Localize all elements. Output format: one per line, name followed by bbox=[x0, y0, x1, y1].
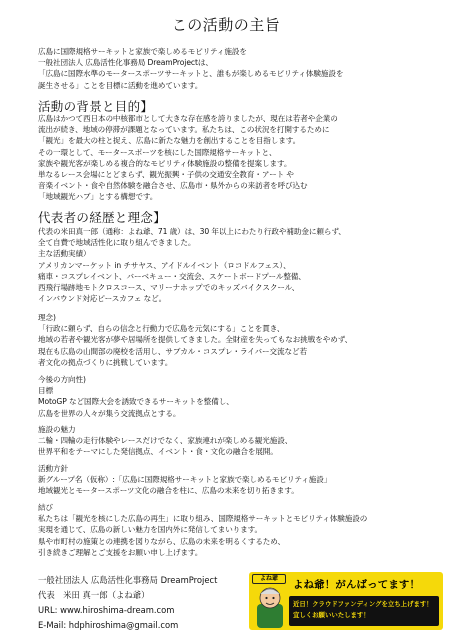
direction-label: 今後の方向性) bbox=[38, 375, 86, 384]
appeal-label: 施設の魅力 bbox=[38, 425, 76, 434]
policy-section bbox=[38, 463, 438, 497]
profile-line: 西飛行場跡地モトクロスコース、マリーナホップでのキッズバイクスクール、 bbox=[38, 283, 300, 293]
intro-line: 広島に国際規格サーキットと家族で楽しめるモビリティ施設を bbox=[38, 47, 247, 56]
banner-sub-line: 近日！クラウドファンディングを立ち上げます！ bbox=[293, 600, 433, 608]
conclusion-line: 引き続きご理解とご支援をお願い申し上げます。 bbox=[38, 547, 203, 557]
background-line: 広島はかつて西日本の中核都市として大きな存在感を誇りましたが、現在は若者や企業の bbox=[38, 114, 338, 123]
intro-line: 誕生させる」ことを目標に活動を進めています。 bbox=[38, 80, 203, 90]
conclusion-line: 実現を通じて、広島の新しい魅力を国内外に発信してまいります。 bbox=[38, 525, 263, 535]
appeal-line: 世界平和をテーマにした発信拠点、イベント・食・文化の融合を展開。 bbox=[38, 447, 278, 457]
banner-headline: よね爺！がんばってます！ bbox=[293, 579, 421, 591]
appeal-line: 二輪・四輪の走行体験やレースだけでなく、家族連れが楽しめる観光施設、 bbox=[38, 436, 293, 446]
direction-section bbox=[38, 374, 438, 419]
background-section bbox=[38, 113, 438, 203]
footer-contact bbox=[38, 573, 248, 633]
background-line: 「地域観光ハブ」とする構想です。 bbox=[38, 192, 158, 202]
philosophy-line: 「行政に頼らず、自らの信念と行動力で広島を元気にする」ことを貫き、 bbox=[38, 324, 285, 334]
profile-line: 主な活動実績） bbox=[38, 249, 91, 259]
background-heading: 活動の背景と目的】 bbox=[38, 99, 154, 114]
intro-line: 一般社団法人 広島活性化事務局 DreamProjectは、 bbox=[38, 58, 213, 68]
profile-line: アメリカンマーケット in チサヤス、アイドルイベント（ロコドルフェス）、 bbox=[38, 260, 291, 270]
profile-line: インバウンド対応ピースカフェ など。 bbox=[38, 294, 167, 304]
philosophy-line: 現在も広島の山間部の廃校を活用し、サブカル・コスプレ・ライバー交流など若 bbox=[38, 346, 308, 356]
philosophy-label: 理念) bbox=[38, 313, 56, 322]
profile-line: 代表の米田真一郎（通称：よね爺、71 歳）は、30 年以上にわたり行政や補助金に頼らず、 bbox=[38, 227, 346, 236]
profile-heading: 代表者の経歴と理念】 bbox=[38, 210, 167, 225]
goal-label: 目標 bbox=[38, 386, 53, 396]
mascot-name-tag: よね爺 bbox=[252, 574, 286, 584]
page-title: この活動の主旨 bbox=[171, 16, 281, 34]
footer-representative: 代表 米田 真一郎（よね爺） bbox=[38, 590, 150, 600]
profile-line: 全て自費で地域活性化に取り組んできました。 bbox=[38, 238, 196, 248]
background-line: 「観光」を最大の柱と捉え、広島に新たな魅力を創出することを目指します。 bbox=[38, 136, 301, 146]
conclusion-line: 私たちは「観光を核にした広島の再生」に取り組み、国際規格サーキットとモビリティ体験施設の bbox=[38, 514, 368, 524]
policy-line: 地域観光とモータースポーツ文化の融合を柱に、広島の未来を切り拓きます。 bbox=[38, 486, 299, 496]
background-line: 家族や観光客が楽しめる複合的なモビリティ体験施設の整備を提案します。 bbox=[38, 158, 292, 168]
footer-url[interactable]: URL: www.hiroshima-dream.com bbox=[38, 605, 175, 615]
banner-subtext-box bbox=[289, 596, 439, 626]
banner-sub-line: 宜しくお願いいたします！ bbox=[293, 611, 370, 619]
conclusion-label: 結び bbox=[38, 503, 53, 512]
direction-line: 広島を世界の人々が集う交流拠点とする。 bbox=[38, 408, 181, 418]
philosophy-line: 者文化の拠点づくりに挑戦しています。 bbox=[38, 357, 173, 367]
philosophy-line: 地域の若者や観光客が夢や居場所を提供してきました。全財産を失ってもなお挑戦をやめず、 bbox=[38, 335, 353, 345]
background-line: その一環として、モータースポーツを核にした国際規格サーキットと、 bbox=[38, 147, 277, 157]
intro-section bbox=[38, 46, 438, 91]
profile-line: 痛車・コスプレイベント、バーベキュー・交流会、スケートボードプール整備、 bbox=[38, 271, 306, 281]
direction-line: MotoGP など国際大会を誘致できるサーキットを整備し、 bbox=[38, 397, 234, 407]
crowdfunding-banner bbox=[249, 572, 443, 630]
profile-section bbox=[38, 226, 438, 304]
background-line: 単なるレース会場にとどまらず、観光振興・子供の交通安全教育・アート や bbox=[38, 170, 294, 180]
conclusion-section bbox=[38, 502, 438, 558]
philosophy-section bbox=[38, 312, 438, 368]
footer-email[interactable]: E-Mail: hdphiroshima@gmail.com bbox=[38, 620, 179, 630]
background-line: 流出が続き、地域の停滞が課題となっています。私たちは、この状況を打開するために bbox=[38, 125, 330, 135]
policy-label: 活動方針 bbox=[38, 464, 68, 473]
appeal-section bbox=[38, 424, 438, 458]
intro-line: 「広島に国際水準のモータースポーツサーキットと、誰もが楽しめるモビリティ体験施設を bbox=[38, 69, 344, 79]
policy-line: 新グループ名（仮称）:「広島に国際規格サーキットと家族で楽しめるモビリティ施設」 bbox=[38, 475, 332, 485]
background-line: 音楽イベント・食や自然体験を融合させ、広島市・県外からの来訪者を呼び込む bbox=[38, 181, 308, 191]
conclusion-line: 県や市町村の施策との連携を図りながら、広島の未来を明るくするため、 bbox=[38, 536, 285, 546]
footer-org: 一般社団法人 広島活性化事務局 DreamProject bbox=[38, 575, 218, 585]
